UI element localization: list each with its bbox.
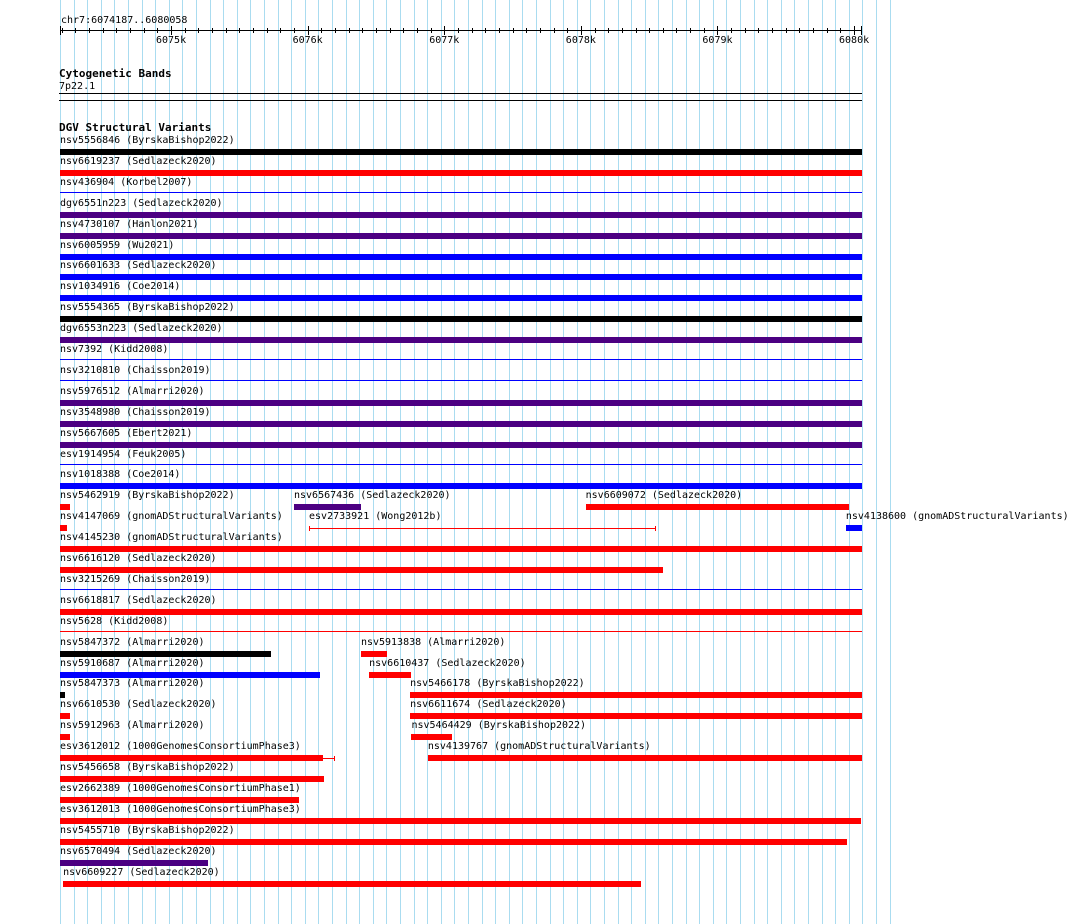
ruler-tick-label: 6079k [702, 35, 733, 46]
dgv-feature-label[interactable]: esv3612012 (1000GenomesConsortiumPhase3) [60, 741, 301, 753]
cytoband-label[interactable]: 7p22.1 [59, 81, 96, 92]
dgv-feature-label[interactable]: nsv5847372 (Almarri2020) [60, 636, 205, 648]
dgv-feature-label[interactable]: nsv3215269 (Chaisson2019) [60, 573, 211, 585]
dgv-feature-label[interactable]: nsv5910687 (Almarri2020) [60, 657, 205, 669]
dgv-feature-bar[interactable] [60, 651, 271, 657]
ruler-tick-label: 6078k [565, 35, 596, 46]
dgv-feature-line[interactable] [60, 464, 862, 465]
dgv-feature-label[interactable]: nsv6610437 (Sedlazeck2020) [369, 657, 526, 669]
dgv-feature-bar[interactable] [410, 692, 862, 698]
dgv-feature-bar[interactable] [369, 672, 411, 678]
dgv-feature-bar[interactable] [60, 609, 862, 615]
dgv-feature-label[interactable]: dgv6551n223 (Sedlazeck2020) [60, 197, 223, 209]
dgv-feature-label[interactable]: nsv6609227 (Sedlazeck2020) [63, 866, 220, 878]
dgv-feature-bar[interactable] [411, 734, 452, 740]
dgv-feature-bar[interactable] [60, 525, 67, 531]
dgv-feature-bar[interactable] [60, 546, 862, 552]
dgv-feature-label[interactable]: nsv6616120 (Sedlazeck2020) [60, 553, 217, 564]
dgv-feature-bar[interactable] [60, 149, 862, 155]
ruler-tick-label: 6080k [839, 35, 870, 46]
dgv-feature-label[interactable]: nsv4147069 (gnomADStructuralVariants) [60, 511, 283, 523]
dgv-feature-label[interactable]: esv1914954 (Feuk2005) [60, 448, 187, 460]
dgv-feature-bar[interactable] [60, 839, 847, 845]
dgv-feature-label[interactable]: nsv6618817 (Sedlazeck2020) [60, 594, 217, 606]
dgv-feature-bar[interactable] [60, 776, 324, 782]
dgv-feature-bar[interactable] [60, 400, 862, 406]
dgv-feature-line[interactable] [60, 380, 862, 381]
dgv-feature-line[interactable] [60, 192, 862, 193]
dgv-feature-whisker [323, 758, 334, 759]
dgv-feature-bar[interactable] [60, 337, 862, 343]
dgv-feature-bar[interactable] [410, 713, 862, 719]
ruler-tick-label: 6075k [155, 35, 187, 46]
dgv-feature-label[interactable]: nsv6609072 (Sedlazeck2020) [585, 490, 743, 502]
dgv-feature-bar[interactable] [60, 504, 70, 510]
dgv-feature-bar[interactable] [60, 734, 70, 740]
dgv-feature-bar[interactable] [60, 818, 861, 824]
dgv-feature-bar[interactable] [428, 755, 862, 761]
dgv-feature-bar[interactable] [60, 316, 862, 322]
dgv-feature-bar[interactable] [60, 483, 862, 489]
dgv-feature-label[interactable]: nsv4730107 (Hanlon2021) [60, 218, 199, 230]
dgv-feature-label[interactable]: nsv5464429 (ByrskaBishop2022) [411, 720, 587, 732]
dgv-feature-label[interactable]: nsv1034916 (Coe2014) [60, 281, 181, 293]
dgv-feature-label[interactable]: nsv5455710 (ByrskaBishop2022) [60, 824, 235, 836]
dgv-feature-label[interactable]: nsv5847373 (Almarri2020) [60, 678, 205, 690]
dgv-feature-label[interactable]: nsv6005959 (Wu2021) [60, 239, 175, 251]
dgv-feature-line[interactable] [60, 589, 862, 590]
dgv-feature-label[interactable]: esv2733921 (Wong2012b) [309, 511, 442, 523]
dgv-feature-line[interactable] [60, 359, 862, 360]
dgv-feature-label[interactable]: nsv3548980 (Chaisson2019) [60, 406, 211, 418]
ruler-tick-label: 6077k [429, 35, 460, 46]
dgv-feature-bar[interactable] [60, 170, 862, 176]
dgv-feature-label[interactable]: nsv6570494 (Sedlazeck2020) [60, 845, 217, 857]
cytoband-track-title: Cytogenetic Bands [59, 67, 172, 80]
dgv-feature-label[interactable]: nsv5667605 (Ebert2021) [60, 427, 193, 439]
dgv-feature-label[interactable]: nsv6601633 (Sedlazeck2020) [60, 260, 217, 272]
dgv-feature-bar[interactable] [60, 442, 862, 448]
dgv-feature-label[interactable]: nsv1018388 (Coe2014) [60, 469, 181, 481]
dgv-track-title: DGV Structural Variants [59, 121, 212, 134]
dgv-feature-label[interactable]: nsv4145230 (gnomADStructuralVariants) [60, 532, 283, 544]
dgv-feature-whisker[interactable] [309, 528, 655, 529]
dgv-feature-label[interactable]: nsv5976512 (Almarri2020) [60, 385, 205, 397]
dgv-feature-label[interactable]: nsv3210810 (Chaisson2019) [60, 364, 211, 376]
dgv-feature-label[interactable]: nsv5556846 (ByrskaBishop2022) [60, 135, 235, 146]
dgv-feature-bar[interactable] [60, 274, 862, 280]
dgv-feature-bar[interactable] [60, 254, 862, 260]
track-divider [59, 100, 862, 101]
dgv-feature-bar[interactable] [60, 797, 299, 803]
dgv-feature-label[interactable]: dgv6553n223 (Sedlazeck2020) [60, 323, 223, 335]
dgv-feature-bar[interactable] [60, 672, 320, 678]
dgv-feature-label[interactable]: nsv5462919 (ByrskaBishop2022) [60, 490, 235, 502]
dgv-feature-bar[interactable] [60, 860, 208, 866]
dgv-feature-bar[interactable] [294, 504, 361, 510]
dgv-feature-label[interactable]: nsv5466178 (ByrskaBishop2022) [410, 678, 585, 690]
dgv-feature-bar[interactable] [63, 881, 641, 887]
dgv-feature-label[interactable]: nsv6611674 (Sedlazeck2020) [410, 699, 567, 711]
dgv-feature-label[interactable]: nsv6619237 (Sedlazeck2020) [60, 155, 217, 167]
cytoband-bar[interactable] [59, 93, 862, 94]
dgv-feature-line[interactable] [60, 631, 862, 632]
position-label: chr7:6074187..6080058 [61, 15, 188, 26]
ruler-tick-label: 6076k [292, 35, 323, 46]
dgv-feature-label[interactable]: nsv5456658 (ByrskaBishop2022) [60, 762, 235, 773]
dgv-feature-bar[interactable] [60, 233, 862, 239]
dgv-feature-label[interactable]: nsv5554365 (ByrskaBishop2022) [60, 302, 235, 314]
dgv-feature-label[interactable]: nsv5913838 (Almarri2020) [360, 636, 506, 648]
dgv-feature-bar[interactable] [60, 567, 663, 573]
whisker-cap [334, 756, 335, 761]
dgv-feature-bar[interactable] [60, 692, 65, 698]
dgv-feature-bar[interactable] [60, 421, 862, 427]
dgv-feature-label[interactable]: nsv5912963 (Almarri2020) [60, 720, 205, 732]
dgv-feature-label[interactable]: esv2662389 (1000GenomesConsortiumPhase1) [60, 782, 301, 794]
dgv-feature-label[interactable]: nsv7392 (Kidd2008) [60, 344, 169, 355]
dgv-feature-bar[interactable] [60, 713, 70, 719]
dgv-feature-bar[interactable] [586, 504, 849, 510]
ruler[interactable] [0, 0, 890, 50]
dgv-feature-label[interactable]: nsv5628 (Kidd2008) [60, 615, 169, 627]
dgv-feature-label[interactable]: nsv4139767 (gnomADStructuralVariants) [427, 741, 651, 753]
dgv-feature-bar[interactable] [846, 525, 862, 531]
dgv-feature-label[interactable]: nsv436904 (Korbel2007) [60, 176, 193, 188]
dgv-feature-bar[interactable] [60, 295, 862, 301]
dgv-feature-label[interactable]: esv3612013 (1000GenomesConsortiumPhase3) [60, 803, 301, 815]
dgv-feature-bar[interactable] [60, 755, 323, 761]
dgv-feature-label[interactable]: nsv6610530 (Sedlazeck2020) [60, 699, 217, 711]
dgv-feature-label[interactable]: nsv4138600 (gnomADStructuralVariants) [845, 511, 1069, 523]
whisker-cap [655, 526, 656, 531]
dgv-feature-label[interactable]: nsv6567436 (Sedlazeck2020) [294, 490, 451, 502]
dgv-feature-bar[interactable] [361, 651, 387, 657]
dgv-feature-bar[interactable] [60, 212, 862, 218]
